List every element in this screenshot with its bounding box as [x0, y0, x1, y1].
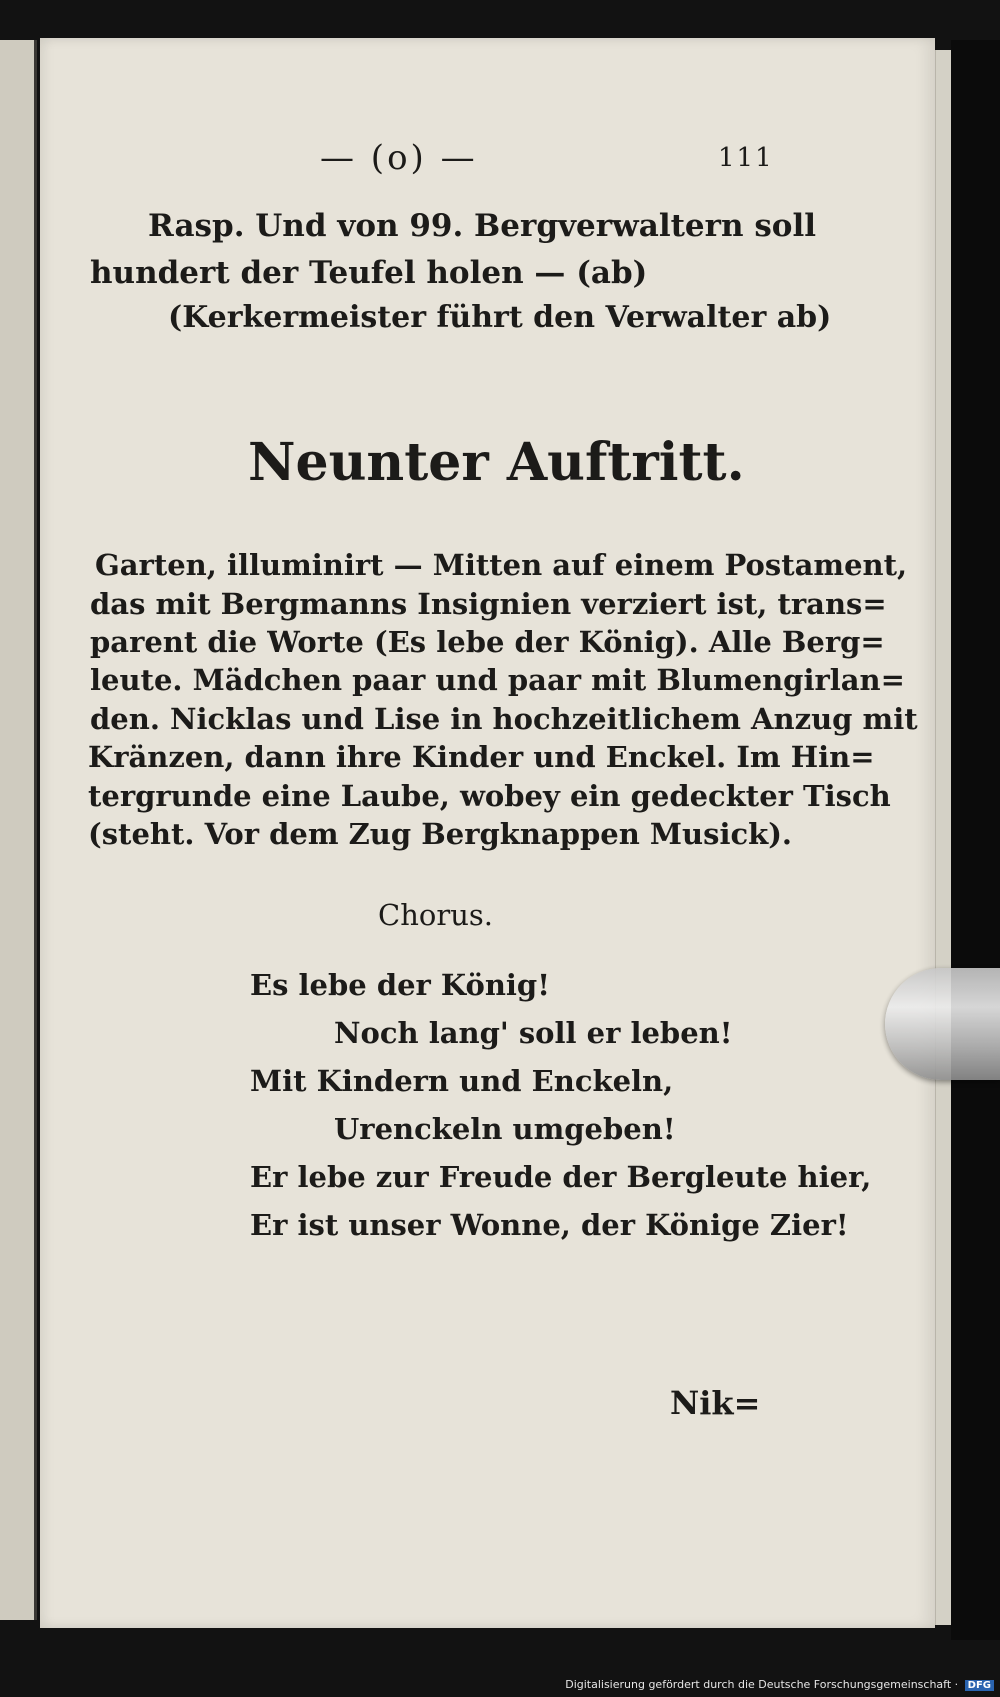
digitization-credit: Digitalisierung gefördert durch die Deutsche Forschungsgemeinschaft · DFG — [565, 1678, 994, 1691]
scene-description-line: Kränzen, dann ihre Kinder und Enckel. Im Hin= — [88, 740, 875, 774]
verse-line: Noch lang' soll er leben! — [334, 1016, 733, 1050]
verse-line: Mit Kindern und Enckeln, — [250, 1064, 674, 1098]
page-stack-edge — [935, 50, 952, 1625]
running-header: — (o) — — [320, 138, 478, 178]
scan-background — [951, 40, 1000, 1640]
scene-description-line: tergrunde eine Laube, wobey ein gedeckter Tisch — [88, 779, 891, 813]
scene-description-line: Garten, illuminirt — Mitten auf einem Postament, — [95, 548, 908, 582]
chorus-label: Chorus. — [378, 898, 493, 932]
facing-page-edge — [0, 40, 37, 1620]
scene-description-line: das mit Bergmanns Insignien verziert ist, trans= — [90, 587, 887, 621]
scene-description-line: leute. Mädchen paar und paar mit Blumengirlan= — [90, 663, 905, 697]
credit-text: Digitalisierung gefördert durch die Deutsche Forschungsgemeinschaft — [565, 1678, 952, 1691]
scene-description-line: den. Nicklas und Lise in hochzeitlichem Anzug mit — [90, 702, 918, 736]
text-line: hundert der Teufel holen — (ab) — [90, 255, 648, 291]
verse-line: Urenckeln umgeben! — [334, 1112, 676, 1146]
scene-description-line: (steht. Vor dem Zug Bergknappen Musick). — [88, 817, 793, 851]
text-line: Rasp. Und von 99. Bergverwaltern soll — [148, 208, 816, 244]
stage-direction: (Kerkermeister führt den Verwalter ab) — [168, 300, 832, 335]
verse-line: Er ist unser Wonne, der Könige Zier! — [250, 1208, 849, 1242]
catchword: Nik= — [670, 1384, 761, 1422]
verse-line: Es lebe der König! — [250, 968, 550, 1002]
dfg-logo: DFG — [965, 1680, 994, 1691]
scene-heading: Neunter Auftritt. — [248, 432, 745, 493]
page-clip — [885, 968, 1000, 1080]
verse-line: Er lebe zur Freude der Bergleute hier, — [250, 1160, 872, 1194]
scene-description-line: parent die Worte (Es lebe der König). Alle Berg= — [90, 625, 885, 659]
page-number: 111 — [718, 143, 774, 173]
